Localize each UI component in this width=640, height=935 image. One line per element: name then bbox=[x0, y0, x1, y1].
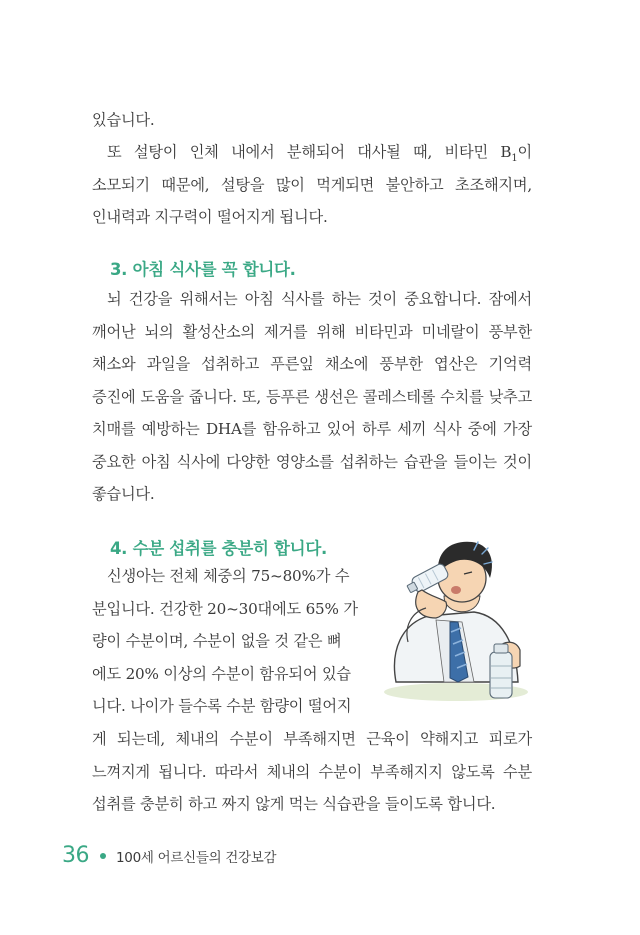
man-drinking-water-icon bbox=[378, 532, 536, 704]
section-heading-hydration: 4. 수분 섭취를 충분히 합니다. bbox=[110, 539, 327, 558]
paragraph-line: 분입니다. 건강한 20~30대에도 65% 가 bbox=[92, 599, 358, 618]
paragraph-breakfast: 뇌 건강을 위해서는 아침 식사를 하는 것이 중요합니다. 잠에서 깨어난 뇌의 활성산소의 제거를 위해 비타민과 미네랄이 풍부한 채소와 과일을 섭취하고 푸른잎 채소에 풍부한 엽산은 기억력 증진에 도움을 줍니다. 또, 등푸른 생선은 콜레스테롤 수치를 낮추고 치매를 예방하는 DHA를 함유하고 있어 하루 세끼 식사 중에 가장 중요한 아침 식사에 다양한 영양소를 섭취하는 습관을 들이는 것이 좋습니다. bbox=[92, 290, 532, 503]
paragraph-line: 신생아는 전체 체중의 75~80%가 수 bbox=[107, 567, 350, 585]
paragraph-hydration-top bbox=[92, 560, 392, 723]
paragraph-continued bbox=[92, 104, 532, 137]
paragraph-line: 에도 20% 이상의 수분이 함유되어 있습 bbox=[92, 664, 351, 683]
paragraph-text: 있습니다. bbox=[92, 111, 155, 129]
paragraph-sugar bbox=[92, 136, 532, 234]
paragraph-hydration-rest: 게 되는데, 체내의 수분이 부족해지면 근육이 약해지고 피로가 느껴지게 됩니다. 따라서 체내의 수분이 부족해지지 않도록 수분 섭취를 충분히 하고 짜지 않게 먹는 식습관을 들이도록 합니다. bbox=[92, 730, 532, 813]
paragraph-text: 또 설탕이 인체 내에서 분해되어 대사될 때, 비타민 B bbox=[107, 143, 512, 161]
bullet-dot-icon bbox=[100, 853, 106, 859]
running-title: 100세 어르신들의 건강보감 bbox=[116, 849, 277, 866]
page-footer bbox=[62, 843, 276, 868]
subscript: 1 bbox=[511, 153, 518, 165]
paragraph-text: 이 소모되기 때문에, 설탕을 많이 먹게되면 불안하고 초조해지며, 인내력과 지구력이 떨어지게 됩니다. bbox=[92, 143, 532, 226]
paragraph-line: 니다. 나이가 들수록 수분 함량이 떨어지 bbox=[92, 697, 352, 715]
section-heading-breakfast: 3. 아침 식사를 꼭 합니다. bbox=[110, 260, 296, 279]
paragraph-line: 량이 수분이며, 수분이 없을 것 같은 뼈 bbox=[92, 632, 342, 650]
page-number: 36 bbox=[62, 843, 89, 868]
